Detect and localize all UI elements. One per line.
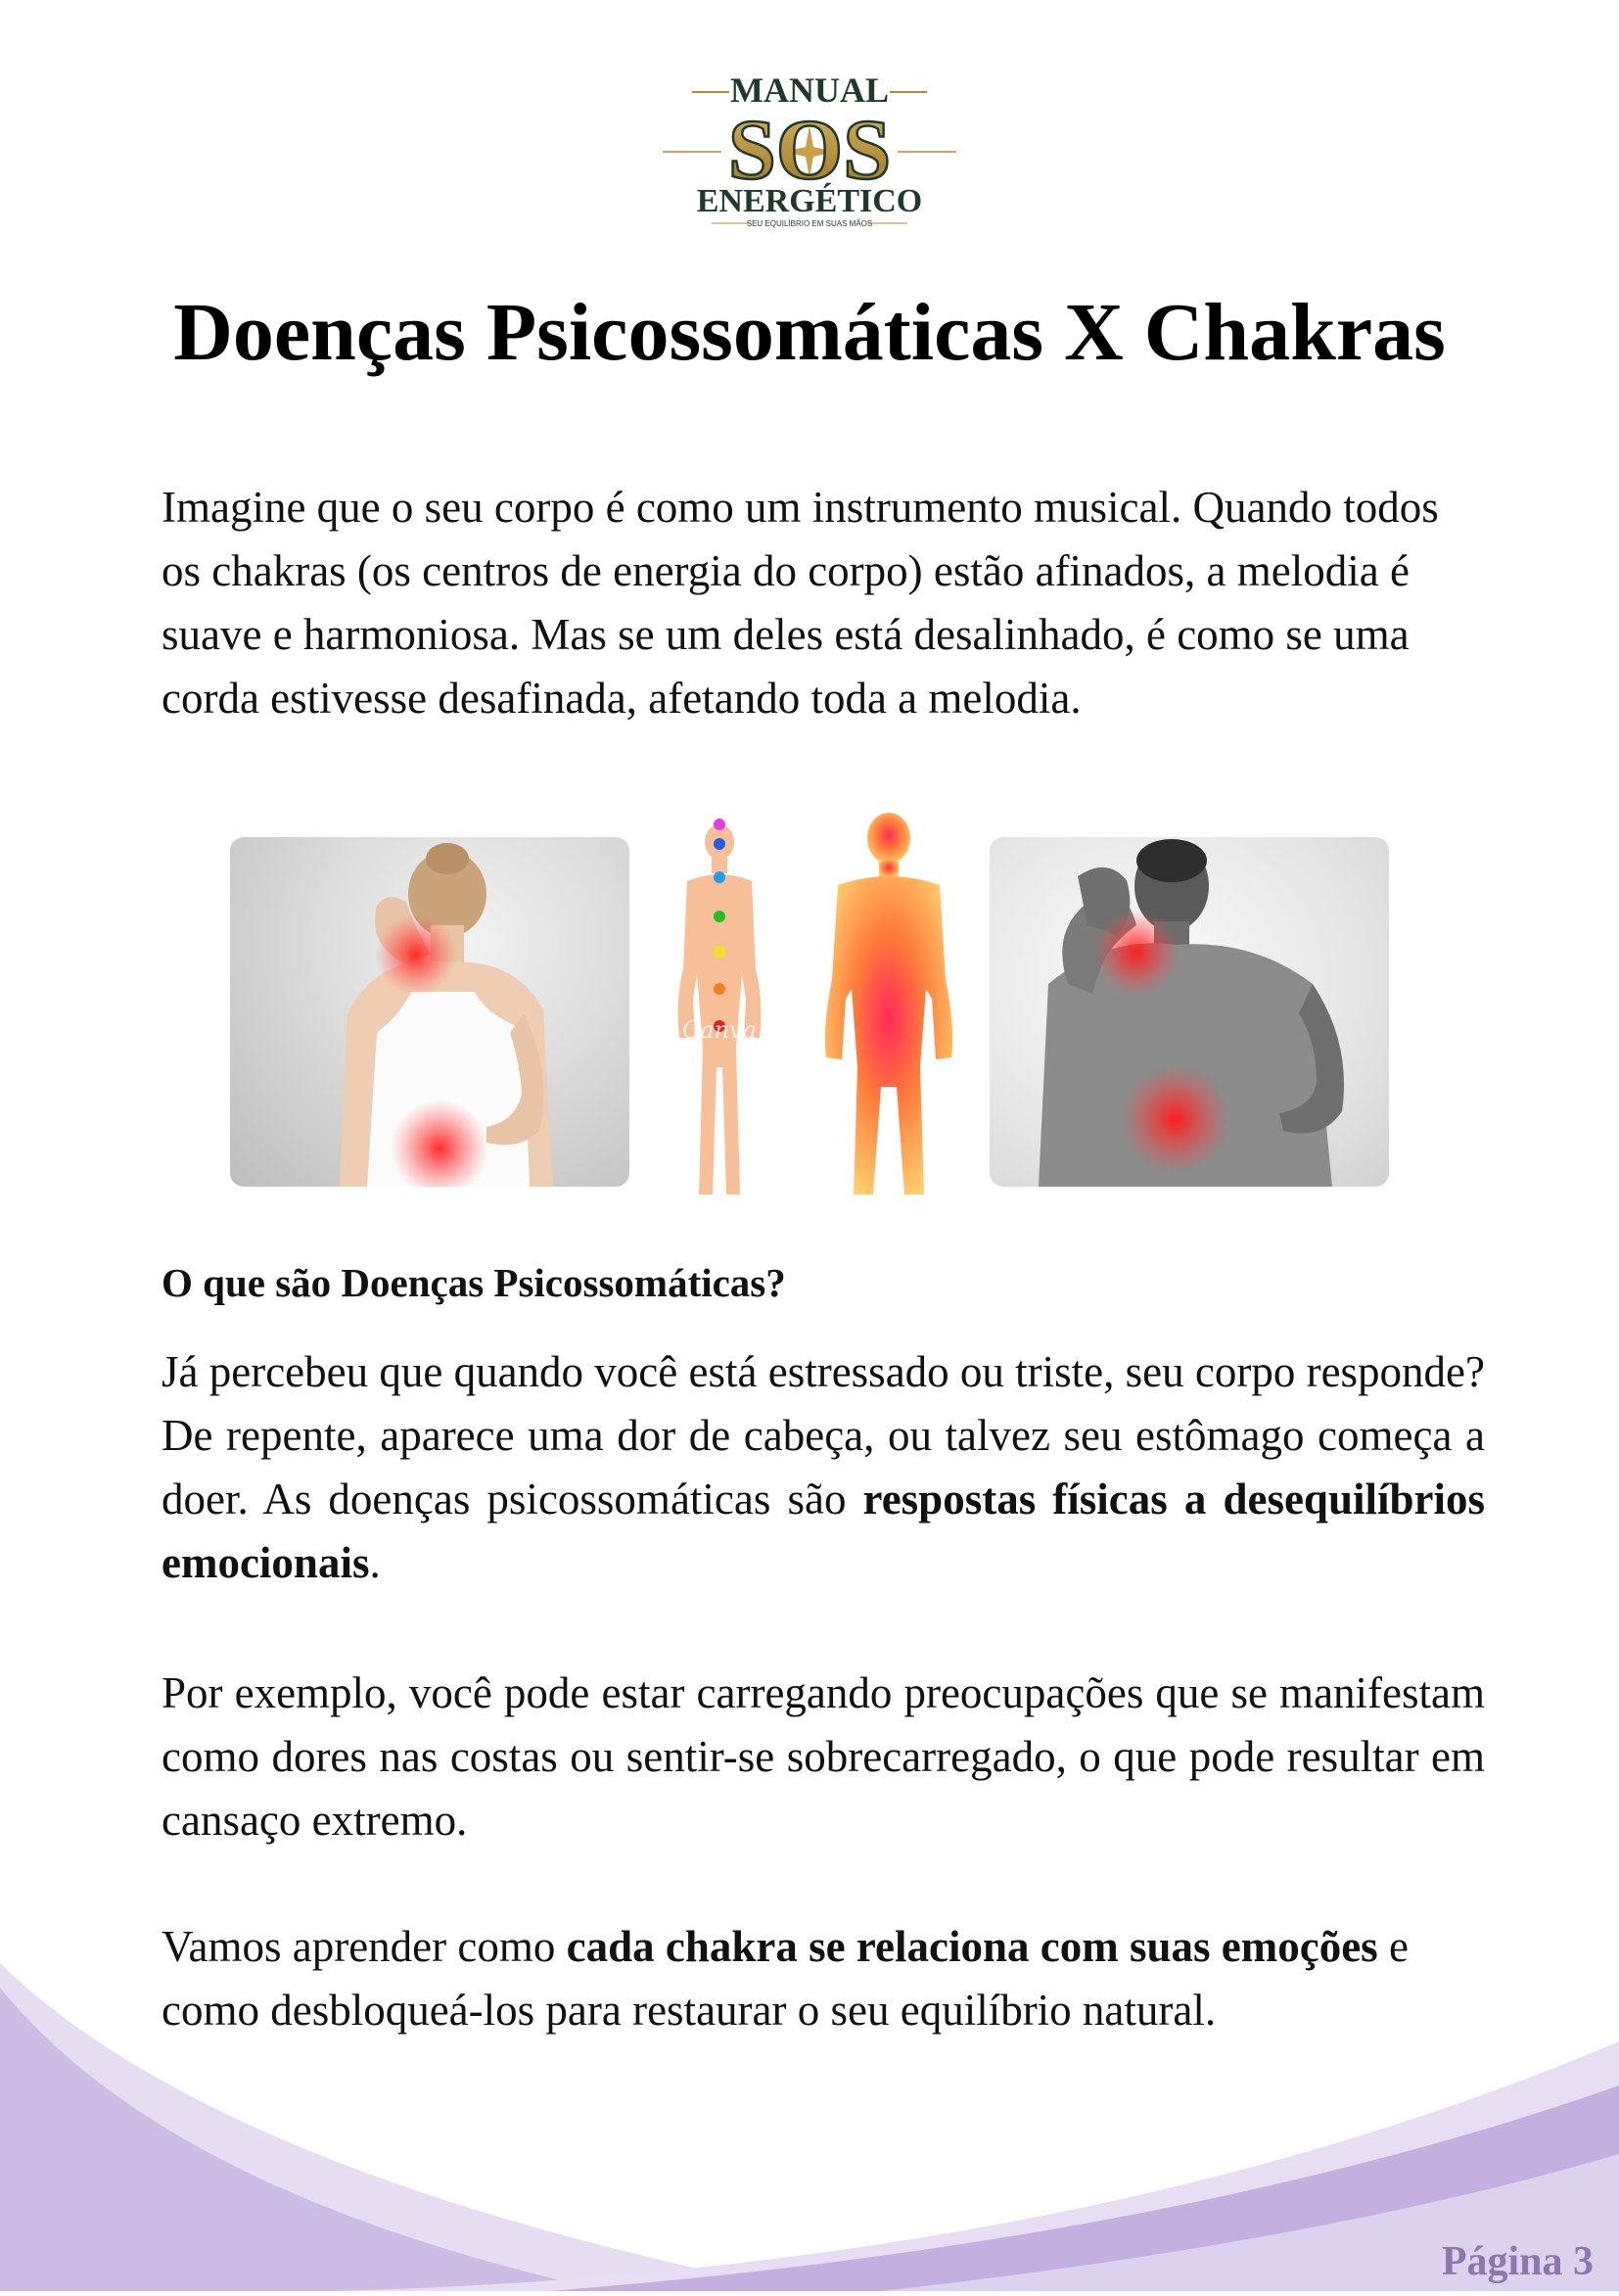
chakra-point	[714, 819, 725, 830]
chakra-body-figure	[666, 803, 773, 1214]
heat-map-body-figure	[810, 803, 967, 1214]
logo-line-manual: MANUAL	[730, 70, 889, 110]
chakra-point	[714, 838, 725, 850]
page-number: Página 3	[1441, 2239, 1594, 2284]
chakra-point	[714, 983, 725, 995]
example-paragraph: Por exemplo, você pode estar carregando preocupações que se manifestam como dores nas costas ou sentir-se sobrecarregado, o que pode resultar em cansaço extremo.	[162, 1668, 1485, 1845]
pain-figure-strip	[0, 783, 1619, 1243]
man-back-pain-photo	[990, 837, 1389, 1187]
paragraph-emphasis: cada chakra se relaciona com suas emoções	[566, 1922, 1378, 1971]
logo-line-sos: SOS	[727, 103, 892, 198]
intro-paragraph: Imagine que o seu corpo é como um instrumento musical. Quando todos os chakras (os centros de energia do corpo) estão afinados, a melodia é suave e harmoniosa. Mas se um deles está desalinhado, é como se uma corda estivesse desafinada, afetando toda a melodia.	[162, 483, 1439, 723]
paragraph-text: e como desbloqueá-los para restaurar o seu equilíbrio natural.	[162, 1922, 1409, 2035]
section-heading: O que são Doenças Psicossomáticas?	[162, 1260, 786, 1305]
footer-wave-decoration	[0, 1948, 1619, 2291]
manual-sos-energetico-logo	[653, 59, 966, 235]
paragraph-text: Vamos aprender como	[162, 1922, 567, 1971]
chakra-point	[714, 871, 725, 883]
canva-watermark: Canva	[682, 1016, 757, 1044]
paragraph-text: Já percebeu que quando você está estressado ou triste, seu corpo responde? De repente, aparece uma dor de cabeça, ou talvez seu estômago começa a doer. As doenças psicossomáticas são	[162, 1347, 1485, 1523]
page-title: Doenças Psicossomáticas X Chakras	[173, 287, 1446, 378]
chakra-point	[714, 946, 725, 958]
logo-line-energetico: ENERGÉTICO	[696, 183, 923, 219]
paragraph-emphasis: respostas físicas a desequilíbrios emocionais	[162, 1475, 1486, 1587]
woman-back-pain-photo	[230, 837, 629, 1187]
chakra-point	[714, 911, 725, 922]
paragraph-text: .	[369, 1538, 381, 1587]
logo-tagline: SEU EQUILÍBRIO EM SUAS MÃOS	[746, 219, 873, 228]
psychosomatic-definition-paragraph	[162, 1340, 1485, 1595]
